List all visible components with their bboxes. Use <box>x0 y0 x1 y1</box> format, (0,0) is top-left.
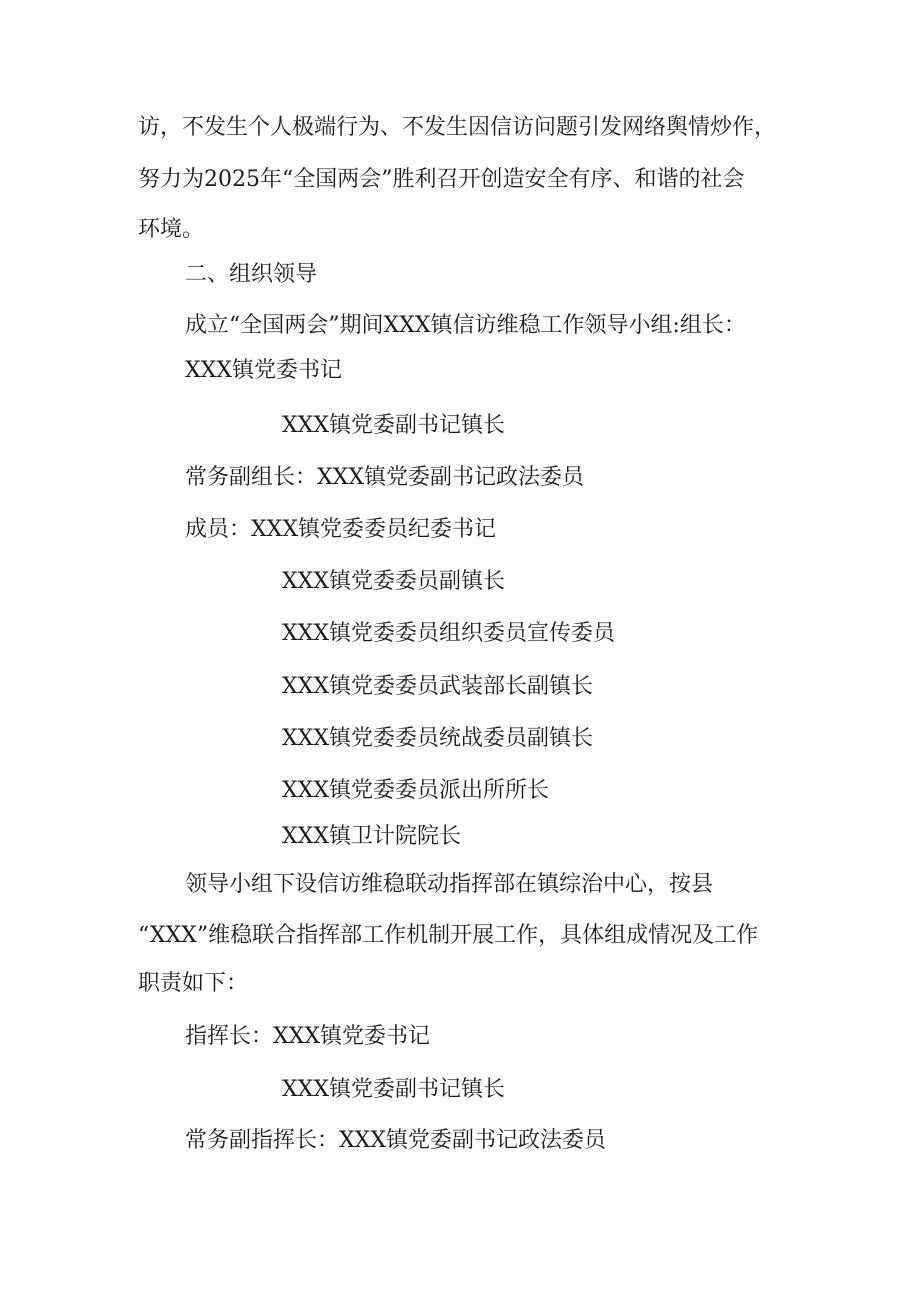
paragraph-line: 环境。 <box>138 217 205 242</box>
paragraph-line: 领导小组下设信访维稳联动指挥部在镇综治中心，按县 <box>185 872 714 897</box>
paragraph-line: 常务副指挥长：XXX镇党委副书记政法委员 <box>185 1128 606 1153</box>
section-heading: 二、组织领导 <box>185 262 318 287</box>
member-line: XXX镇党委委员组织委员宣传委员 <box>282 621 615 646</box>
member-line: XXX镇党委副书记镇长 <box>282 413 505 438</box>
paragraph-line: XXX镇党委书记 <box>185 358 342 383</box>
paragraph-line: 常务副组长：XXX镇党委副书记政法委员 <box>185 465 584 490</box>
paragraph-line: 访，不发生个人极端行为、不发生因信访问题引发网络舆情炒作， <box>138 115 777 140</box>
member-line: XXX镇党委委员武装部长副镇长 <box>282 674 593 699</box>
paragraph-line: 指挥长：XXX镇党委书记 <box>185 1024 430 1049</box>
paragraph-line: “XXX”维稳联合指挥部工作机制开展工作，具体组成情况及工作 <box>138 923 759 948</box>
member-line: XXX镇党委委员派出所所长 <box>282 778 549 803</box>
paragraph-line: 成立“全国两会”期间XXX镇信访维稳工作领导小组:组长： <box>185 313 746 338</box>
member-line: XXX镇党委委员统战委员副镇长 <box>282 726 593 751</box>
member-line: XXX镇党委副书记镇长 <box>282 1077 505 1102</box>
paragraph-line: 成员：XXX镇党委委员纪委书记 <box>185 517 496 542</box>
member-line: XXX镇党委委员副镇长 <box>282 569 505 594</box>
member-line: XXX镇卫计院院长 <box>282 824 461 849</box>
paragraph-line: 努力为2025年“全国两会”胜利召开创造安全有序、和谐的社会 <box>138 167 745 192</box>
paragraph-line: 职责如下： <box>138 971 249 996</box>
